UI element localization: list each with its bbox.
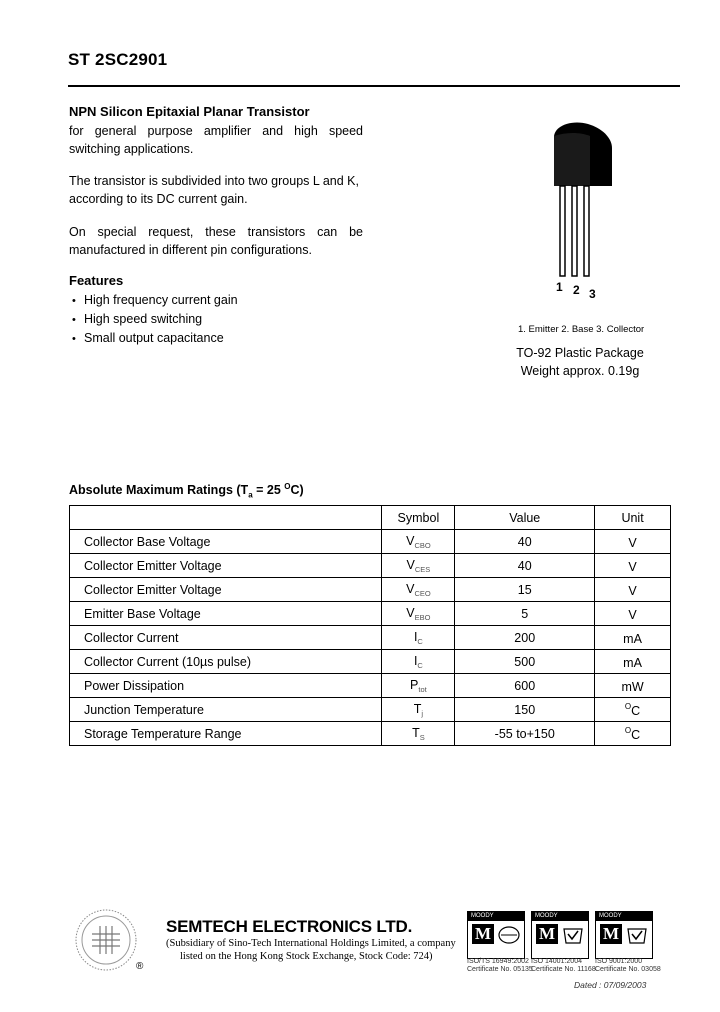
symbol-cell: $V_{EBO}$ xyxy=(382,602,455,626)
company-subsidiary-line: (Subsidiary of Sino-Tech International Holdings Limited, a company xyxy=(166,938,456,949)
document-date: Dated : 07/09/2003 xyxy=(574,980,647,990)
parameter-cell: Junction Temperature xyxy=(70,698,382,722)
feature-item: • High frequency current gain xyxy=(72,291,238,310)
zert-seal-icon xyxy=(498,925,520,945)
absolute-maximum-ratings-table xyxy=(69,505,671,746)
table-row xyxy=(70,674,671,698)
unit-cell: V xyxy=(595,578,671,602)
package-weight: Weight approx. 0.19g xyxy=(520,364,640,378)
pin-number: 2 xyxy=(573,283,580,297)
header-parameter xyxy=(70,506,382,530)
cert-caption: ISO/TS 16949:2002 Certificate No. 05135 xyxy=(467,958,533,973)
symbol-cell: $T_j$ xyxy=(382,698,455,722)
part-number-title: ST 2SC2901 xyxy=(68,50,168,69)
ukas-crown-icon xyxy=(626,925,648,945)
features-list xyxy=(72,291,238,348)
company-seal-logo xyxy=(74,908,138,972)
unit-cell: V xyxy=(595,530,671,554)
parameter-cell: Collector Current (10µs pulse) xyxy=(70,650,382,674)
cert-caption: ISO 14001:2004 Certificate No. 11168 xyxy=(531,958,596,973)
title-divider xyxy=(68,85,680,87)
value-cell: 40 xyxy=(455,554,595,578)
moody-logo-icon xyxy=(536,924,558,944)
symbol-cell: $I_C$ xyxy=(382,650,455,674)
value-cell: 200 xyxy=(455,626,595,650)
to92-package-drawing xyxy=(540,118,620,280)
symbol-cell: $I_C$ xyxy=(382,626,455,650)
pin-assignment-caption: 1. Emitter 2. Base 3. Collector xyxy=(518,324,645,335)
symbol-cell: $V_{CEO}$ xyxy=(382,578,455,602)
parameter-cell: Collector Base Voltage xyxy=(70,530,382,554)
table-row xyxy=(70,530,671,554)
symbol-cell: $V_{CES}$ xyxy=(382,554,455,578)
header-value: Value xyxy=(455,506,595,530)
device-subtitle: NPN Silicon Epitaxial Planar Transistor xyxy=(69,104,310,119)
parameter-cell: Collector Emitter Voltage xyxy=(70,554,382,578)
registered-mark: ® xyxy=(136,961,144,972)
table-row xyxy=(70,650,671,674)
value-cell: 40 xyxy=(455,530,595,554)
company-listing-line: listed on the Hong Kong Stock Exchange, Stock Code: 724) xyxy=(180,951,433,962)
company-name: SEMTECH ELECTRONICS LTD. xyxy=(166,917,413,936)
ratings-title: Absolute Maximum Ratings ($T_a = 25$ $^O$C) xyxy=(69,482,304,500)
certification-badge-iso16949 xyxy=(467,911,525,959)
parameter-cell: Storage Temperature Range xyxy=(70,722,382,746)
parameter-cell: Collector Current xyxy=(70,626,382,650)
table-row xyxy=(70,602,671,626)
header-unit: Unit xyxy=(595,506,671,530)
header-symbol: Symbol xyxy=(382,506,455,530)
value-cell: 15 xyxy=(455,578,595,602)
value-cell: 150 xyxy=(455,698,595,722)
intro-paragraph-3: On special request, these transistors can be manufactured in different pin configurations. xyxy=(69,225,363,257)
parameter-cell: Collector Emitter Voltage xyxy=(70,578,382,602)
table-row xyxy=(70,626,671,650)
cert-top-label: MOODY xyxy=(532,912,588,921)
parameter-cell: Emitter Base Voltage xyxy=(70,602,382,626)
unit-cell: mW xyxy=(595,674,671,698)
table-row xyxy=(70,554,671,578)
unit-cell: V xyxy=(595,602,671,626)
certification-badge-iso14001 xyxy=(531,911,589,959)
table-header-row xyxy=(70,506,671,530)
certification-badge-iso9001 xyxy=(595,911,653,959)
moody-logo-icon xyxy=(472,924,494,944)
feature-item: • High speed switching xyxy=(72,310,238,329)
package-type: TO-92 Plastic Package xyxy=(516,346,644,360)
unit-cell: $^O$C xyxy=(595,722,671,746)
intro-paragraph-2: The transistor is subdivided into two groups L and K, according to its DC current gain. xyxy=(69,174,359,206)
value-cell: 600 xyxy=(455,674,595,698)
unit-cell: mA xyxy=(595,650,671,674)
cert-top-label: MOODY xyxy=(596,912,652,921)
cert-caption: ISO 9001:2000 Certificate No. 03058 xyxy=(595,958,661,973)
table-row xyxy=(70,578,671,602)
unit-cell: V xyxy=(595,554,671,578)
unit-cell: mA xyxy=(595,626,671,650)
value-cell: -55 to+150 xyxy=(455,722,595,746)
ukas-crown-icon xyxy=(562,925,584,945)
table-row xyxy=(70,698,671,722)
cert-top-label: MOODY xyxy=(468,912,524,921)
symbol-cell: $P_{tot}$ xyxy=(382,674,455,698)
symbol-cell: $T_S$ xyxy=(382,722,455,746)
value-cell: 500 xyxy=(455,650,595,674)
feature-item: • Small output capacitance xyxy=(72,329,238,348)
value-cell: 5 xyxy=(455,602,595,626)
table-row xyxy=(70,722,671,746)
intro-paragraph-1: for general purpose amplifier and high speed switching applications. xyxy=(69,124,363,156)
pin-number: 3 xyxy=(589,287,596,301)
pin-number: 1 xyxy=(556,280,563,294)
unit-cell: $^O$C xyxy=(595,698,671,722)
symbol-cell: $V_{CBO}$ xyxy=(382,530,455,554)
features-heading: Features xyxy=(69,273,124,288)
moody-logo-icon xyxy=(600,924,622,944)
parameter-cell: Power Dissipation xyxy=(70,674,382,698)
